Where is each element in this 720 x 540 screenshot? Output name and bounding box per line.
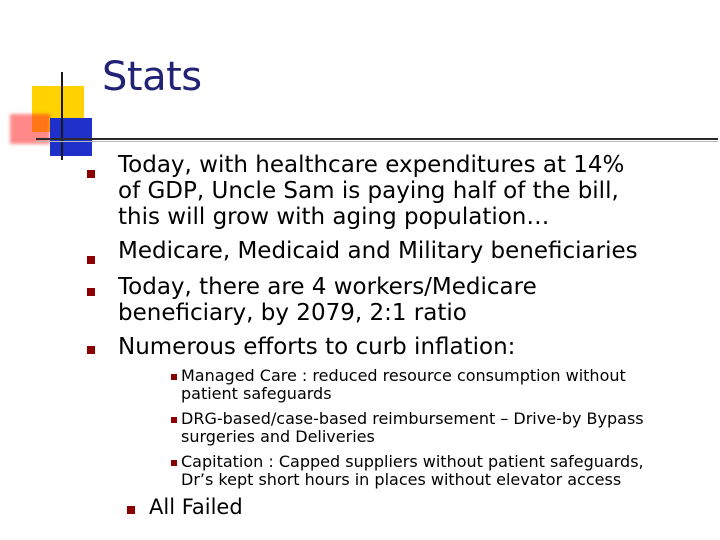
title-divider-shadow [36, 141, 718, 142]
sub-bullet-3 [181, 453, 711, 489]
sub-bullet-3-line-1: Capitation : Capped suppliers without patient safeguards, [181, 452, 644, 471]
bullet-4 [118, 334, 708, 360]
bullet-3 [118, 274, 708, 326]
sub-bullet-3-line-2: Dr’s kept short hours in places without elevator access [181, 470, 622, 489]
bullet-3-line-2: beneficiary, by 2079, 2:1 ratio [118, 300, 467, 326]
final-bullet: All Failed [149, 495, 243, 519]
title-divider [36, 138, 718, 140]
bullet-marker [87, 288, 95, 296]
sub-bullet-marker [171, 460, 177, 466]
bullet-1-line-3: this will grow with aging population… [118, 204, 550, 230]
bullet-1 [118, 152, 708, 230]
slide-title: Stats [102, 54, 202, 100]
bullet-marker [87, 170, 95, 178]
bullet-2 [118, 238, 708, 264]
sub-bullet-1-line-2: patient safeguards [181, 384, 332, 403]
sub-bullet-marker [171, 417, 177, 423]
bullet-3-line-1: Today, there are 4 workers/Medicare [118, 274, 537, 300]
bullet-marker [127, 506, 135, 514]
sub-bullet-2 [181, 410, 711, 446]
bullet-1-line-1: Today, with healthcare expenditures at 14% [118, 152, 625, 178]
bullet-marker [87, 256, 95, 264]
bullet-1-line-2: of GDP, Uncle Sam is paying half of the bill, [118, 178, 619, 204]
sub-bullet-1 [181, 367, 711, 403]
sub-bullet-2-line-1: DRG-based/case-based reimbursement – Drive-by Bypass [181, 409, 644, 428]
bullet-marker [87, 346, 95, 354]
bullet-4-line-1: Numerous efforts to curb inflation: [118, 334, 516, 360]
logo-vertical-line [61, 72, 63, 160]
sub-bullet-2-line-2: surgeries and Deliveries [181, 427, 375, 446]
logo-blue-square [50, 118, 92, 156]
sub-bullet-1-line-1: Managed Care : reduced resource consumption without [181, 366, 626, 385]
bullet-2-line-1: Medicare, Medicaid and Military beneficiaries [118, 238, 638, 264]
sub-bullet-marker [171, 374, 177, 380]
